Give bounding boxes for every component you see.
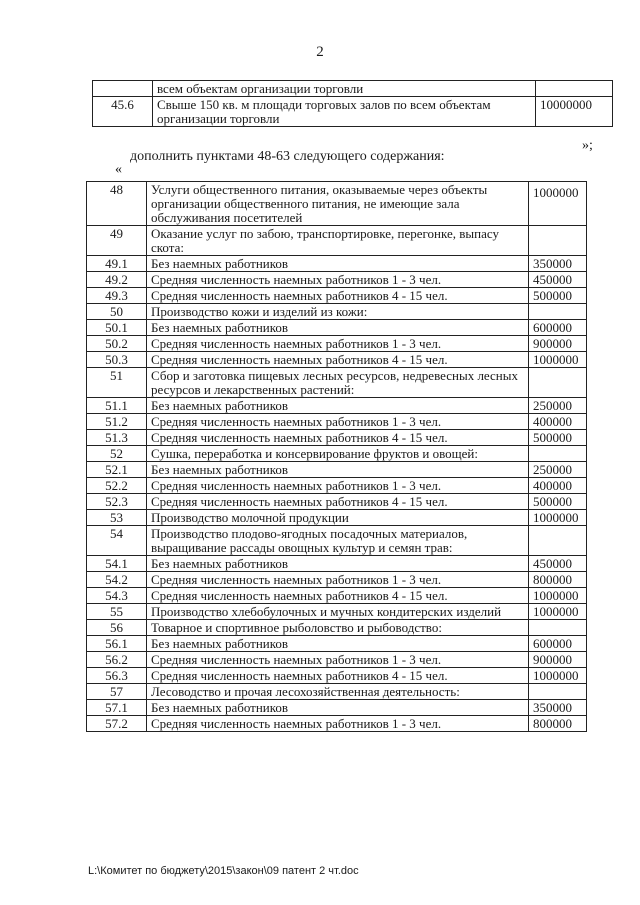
table-row — [87, 588, 587, 604]
row-value: 1000000 — [529, 182, 587, 226]
row-value: 450000 — [529, 556, 587, 572]
table-row — [87, 182, 587, 226]
row-value — [529, 368, 587, 398]
table-row — [87, 556, 587, 572]
row-description: Производство плодово-ягодных посадочных материалов, выращивание рассады овощных культур и семян трав: — [147, 526, 529, 556]
table-row — [87, 336, 587, 352]
row-number: 54.3 — [87, 588, 147, 604]
row-number: 50.2 — [87, 336, 147, 352]
row-value: 800000 — [529, 572, 587, 588]
table-row — [87, 700, 587, 716]
table-row — [87, 478, 587, 494]
table-row — [87, 446, 587, 462]
row-number: 50.1 — [87, 320, 147, 336]
table-row — [87, 494, 587, 510]
table-row — [87, 604, 587, 620]
table-row — [87, 320, 587, 336]
row-value: 400000 — [529, 478, 587, 494]
row-description: Без наемных работников — [147, 556, 529, 572]
row-number: 56.1 — [87, 636, 147, 652]
row-number: 49 — [87, 226, 147, 256]
table-row — [87, 368, 587, 398]
close-quote: »; — [582, 138, 593, 153]
row-value: 10000000 — [536, 97, 613, 127]
table-row — [87, 652, 587, 668]
table-row — [87, 256, 587, 272]
row-value: 900000 — [529, 652, 587, 668]
table-row — [87, 414, 587, 430]
row-number: 51.2 — [87, 414, 147, 430]
row-value — [529, 684, 587, 700]
row-description: Средняя численность наемных работников 4 - 15 чел. — [147, 352, 529, 368]
row-number: 54.2 — [87, 572, 147, 588]
row-description: Сбор и заготовка пищевых лесных ресурсов, недревесных лесных ресурсов и лекарственных растений: — [147, 368, 529, 398]
table-row — [87, 716, 587, 732]
row-description: Услуги общественного питания, оказываемые через объекты организации общественного питания, не имеющие зала обслуживания посетителей — [147, 182, 529, 226]
table-row — [87, 510, 587, 526]
row-number: 52.2 — [87, 478, 147, 494]
table-row — [87, 620, 587, 636]
row-value — [536, 81, 613, 97]
row-value — [529, 620, 587, 636]
row-description: Сушка, переработка и консервирование фруктов и овощей: — [147, 446, 529, 462]
table-row — [87, 304, 587, 320]
row-description: Без наемных работников — [147, 636, 529, 652]
table-row — [93, 81, 613, 97]
row-value: 500000 — [529, 494, 587, 510]
row-number: 50.3 — [87, 352, 147, 368]
row-number: 54 — [87, 526, 147, 556]
row-description: всем объектам организации торговли — [153, 81, 536, 97]
row-description: Средняя численность наемных работников 4 - 15 чел. — [147, 588, 529, 604]
row-number: 52 — [87, 446, 147, 462]
row-description: Средняя численность наемных работников 1 - 3 чел. — [147, 414, 529, 430]
row-number: 54.1 — [87, 556, 147, 572]
row-number: 57 — [87, 684, 147, 700]
row-description: Средняя численность наемных работников 1 - 3 чел. — [147, 336, 529, 352]
row-description: Средняя численность наемных работников 1 - 3 чел. — [147, 572, 529, 588]
row-description: Свыше 150 кв. м площади торговых залов по всем объектам организации торговли — [153, 97, 536, 127]
row-description: Оказание услуг по забою, транспортировке, перегонке, выпасу скота: — [147, 226, 529, 256]
row-value — [529, 226, 587, 256]
top-table — [92, 80, 613, 127]
row-number: 52.3 — [87, 494, 147, 510]
row-value: 1000000 — [529, 510, 587, 526]
row-description: Производство хлебобулочных и мучных кондитерских изделий — [147, 604, 529, 620]
row-number: 56 — [87, 620, 147, 636]
row-number: 53 — [87, 510, 147, 526]
table-row — [87, 668, 587, 684]
table-row — [87, 636, 587, 652]
table-row — [87, 462, 587, 478]
table-row — [87, 572, 587, 588]
row-description: Производство молочной продукции — [147, 510, 529, 526]
table-row — [93, 97, 613, 127]
table-row — [87, 526, 587, 556]
row-value — [529, 304, 587, 320]
row-value: 500000 — [529, 430, 587, 446]
row-value: 1000000 — [529, 352, 587, 368]
row-number: 55 — [87, 604, 147, 620]
rates-table — [86, 181, 587, 732]
row-number: 51 — [87, 368, 147, 398]
row-number: 57.2 — [87, 716, 147, 732]
row-value — [529, 446, 587, 462]
row-number: 56.3 — [87, 668, 147, 684]
row-number: 49.1 — [87, 256, 147, 272]
row-description: Без наемных работников — [147, 700, 529, 716]
row-value: 800000 — [529, 716, 587, 732]
row-value: 250000 — [529, 462, 587, 478]
row-description: Лесоводство и прочая лесохозяйственная деятельность: — [147, 684, 529, 700]
row-number: 49.3 — [87, 288, 147, 304]
row-description: Средняя численность наемных работников 4 - 15 чел. — [147, 494, 529, 510]
row-number: 49.2 — [87, 272, 147, 288]
row-value — [529, 526, 587, 556]
row-description: Средняя численность наемных работников 4 - 15 чел. — [147, 668, 529, 684]
page-number: 2 — [316, 44, 324, 60]
row-value: 600000 — [529, 636, 587, 652]
table-row — [87, 430, 587, 446]
row-number — [93, 81, 153, 97]
row-description: Без наемных работников — [147, 320, 529, 336]
row-value: 1000000 — [529, 604, 587, 620]
row-number: 50 — [87, 304, 147, 320]
row-description: Средняя численность наемных работников 1 - 3 чел. — [147, 652, 529, 668]
row-description: Производство кожи и изделий из кожи: — [147, 304, 529, 320]
row-description: Средняя численность наемных работников 1 - 3 чел. — [147, 716, 529, 732]
row-description: Товарное и спортивное рыболовство и рыбоводство: — [147, 620, 529, 636]
row-description: Без наемных работников — [147, 256, 529, 272]
row-value: 450000 — [529, 272, 587, 288]
row-value: 500000 — [529, 288, 587, 304]
row-value: 900000 — [529, 336, 587, 352]
row-number: 51.1 — [87, 398, 147, 414]
row-number: 57.1 — [87, 700, 147, 716]
row-number: 48 — [87, 182, 147, 226]
row-value: 350000 — [529, 700, 587, 716]
table-row — [87, 684, 587, 700]
row-number: 56.2 — [87, 652, 147, 668]
row-description: Средняя численность наемных работников 1 - 3 чел. — [147, 272, 529, 288]
row-number: 51.3 — [87, 430, 147, 446]
table-row — [87, 352, 587, 368]
row-value: 600000 — [529, 320, 587, 336]
row-value: 250000 — [529, 398, 587, 414]
row-number: 52.1 — [87, 462, 147, 478]
table-row — [87, 226, 587, 256]
row-value: 350000 — [529, 256, 587, 272]
row-value: 1000000 — [529, 668, 587, 684]
intro-text: дополнить пунктами 48-63 следующего содержания: — [130, 149, 445, 164]
row-number: 45.6 — [93, 97, 153, 127]
table-row — [87, 272, 587, 288]
footer-file-path: L:\Комитет по бюджету\2015\закон\09 патент 2 чт.doc — [88, 865, 359, 877]
row-description: Средняя численность наемных работников 4 - 15 чел. — [147, 430, 529, 446]
row-value: 1000000 — [529, 588, 587, 604]
table-row — [87, 288, 587, 304]
row-description: Средняя численность наемных работников 1 - 3 чел. — [147, 478, 529, 494]
row-value: 400000 — [529, 414, 587, 430]
row-description: Без наемных работников — [147, 462, 529, 478]
table-row — [87, 398, 587, 414]
open-quote: « — [115, 162, 122, 177]
row-description: Средняя численность наемных работников 4 - 15 чел. — [147, 288, 529, 304]
row-description: Без наемных работников — [147, 398, 529, 414]
